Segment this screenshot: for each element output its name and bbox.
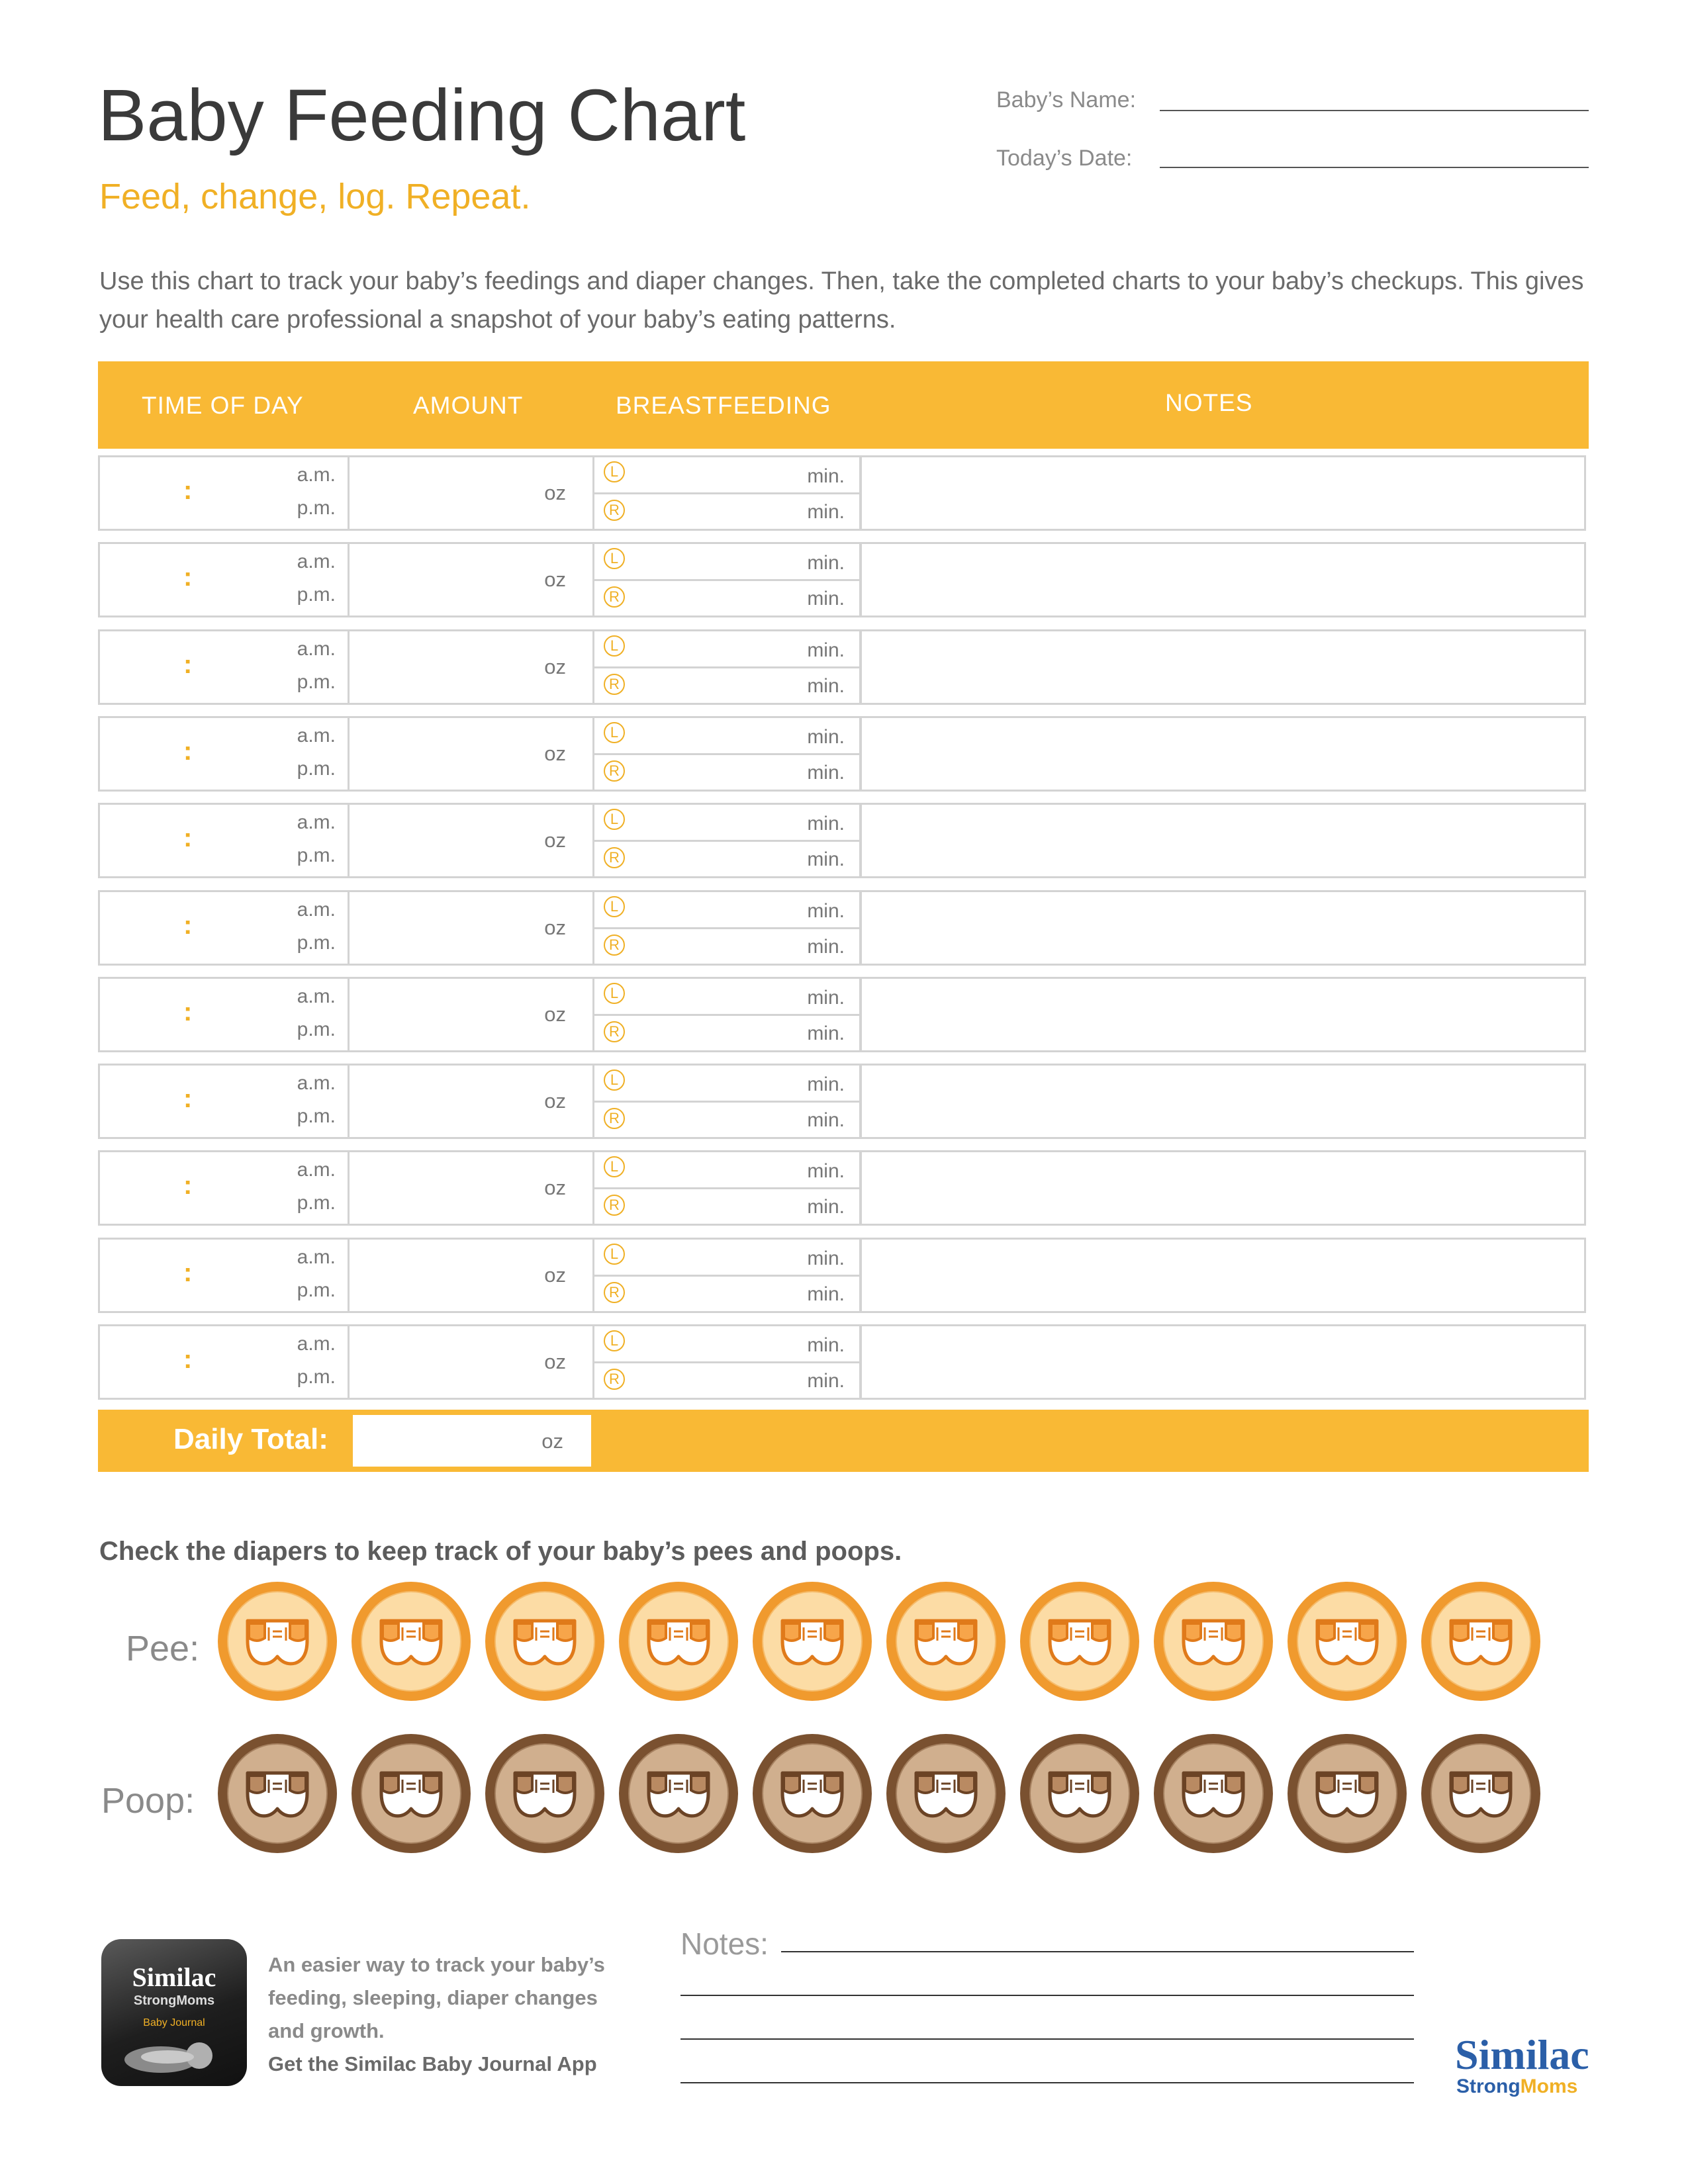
breastfeeding-cell xyxy=(594,979,862,1050)
promo-line-1: An easier way to track your baby’s xyxy=(268,1953,605,1976)
notes-cell[interactable] xyxy=(862,1152,1583,1224)
right-breast-icon: R xyxy=(604,1195,625,1216)
poop-diaper-icon[interactable] xyxy=(751,1732,874,1855)
pee-diaper-icon[interactable] xyxy=(1419,1580,1542,1703)
pee-diaper-icon[interactable] xyxy=(1286,1580,1409,1703)
poop-diaper-icon[interactable] xyxy=(1419,1732,1542,1855)
am-option[interactable]: a.m. xyxy=(297,985,336,1007)
am-option[interactable]: a.m. xyxy=(297,464,336,486)
amount-unit: oz xyxy=(544,1003,566,1026)
am-option[interactable]: a.m. xyxy=(297,551,336,572)
table-row xyxy=(98,1064,1586,1139)
pee-diaper-icon[interactable] xyxy=(1018,1580,1141,1703)
daily-total-label: Daily Total: xyxy=(173,1423,328,1455)
promo-cta[interactable]: Get the Similac Baby Journal App xyxy=(268,2052,597,2075)
pee-diaper[interactable] xyxy=(1286,1580,1409,1706)
breastfeeding-cell xyxy=(594,1326,862,1398)
amount-unit: oz xyxy=(544,1089,566,1113)
right-minutes-field[interactable]: min. xyxy=(807,848,845,870)
notes-cell[interactable] xyxy=(862,544,1583,615)
amount-cell[interactable] xyxy=(350,718,594,790)
notes-cell[interactable] xyxy=(862,1066,1583,1137)
amount-cell[interactable] xyxy=(350,1326,594,1398)
header-amount: AMOUNT xyxy=(413,392,524,419)
breastfeeding-divider xyxy=(594,1187,859,1189)
pee-diaper[interactable] xyxy=(1419,1580,1542,1706)
left-minutes-field[interactable]: min. xyxy=(807,900,845,922)
left-minutes-field[interactable]: min. xyxy=(807,639,845,661)
page-title: Baby Feeding Chart xyxy=(98,75,746,156)
right-minutes-field[interactable]: min. xyxy=(807,675,845,697)
pee-diaper[interactable] xyxy=(483,1580,606,1706)
app-icon-sub2: Baby Journal xyxy=(143,2017,205,2028)
right-breast-icon: R xyxy=(604,1021,625,1042)
app-icon[interactable] xyxy=(101,1939,247,2086)
poop-diaper[interactable] xyxy=(751,1732,874,1858)
left-minutes-field[interactable]: min. xyxy=(807,1334,845,1356)
breastfeeding-cell xyxy=(594,718,862,790)
left-breast-icon: L xyxy=(604,809,625,830)
pee-diaper[interactable] xyxy=(350,1580,473,1706)
left-breast-icon: L xyxy=(604,1330,625,1351)
pm-option[interactable]: p.m. xyxy=(297,1019,336,1040)
table-row xyxy=(98,890,1586,966)
notes-cell[interactable] xyxy=(862,718,1583,790)
right-minutes-field[interactable]: min. xyxy=(807,1370,845,1392)
breastfeeding-cell xyxy=(594,1066,862,1137)
time-colon: : xyxy=(183,1258,193,1287)
right-breast-icon: R xyxy=(604,847,625,868)
app-icon-brand: Similac xyxy=(132,1962,216,1992)
poop-diaper-icon[interactable] xyxy=(1018,1732,1141,1855)
time-cell[interactable] xyxy=(100,457,350,529)
amount-unit: oz xyxy=(544,742,566,765)
left-breast-icon: L xyxy=(604,1156,625,1177)
diaper-heading: Check the diapers to keep track of your baby’s pees and poops. xyxy=(99,1537,902,1566)
app-icon-sub: StrongMoms xyxy=(133,1993,215,2008)
left-breast-icon: L xyxy=(604,1244,625,1265)
daily-total-input[interactable] xyxy=(353,1415,591,1467)
breastfeeding-cell xyxy=(594,805,862,876)
pee-diaper-icon[interactable] xyxy=(216,1580,339,1703)
amount-cell[interactable] xyxy=(350,1066,594,1137)
pee-diaper[interactable] xyxy=(1152,1580,1275,1706)
pm-option[interactable]: p.m. xyxy=(297,1105,336,1127)
amount-cell[interactable] xyxy=(350,544,594,615)
daily-total-unit: oz xyxy=(541,1430,563,1453)
pee-diaper[interactable] xyxy=(884,1580,1008,1706)
poop-diaper-icon[interactable] xyxy=(1152,1732,1275,1855)
poop-diaper[interactable] xyxy=(483,1732,606,1858)
poop-diaper-icon[interactable] xyxy=(884,1732,1008,1855)
amount-unit: oz xyxy=(544,916,566,939)
left-breast-icon: L xyxy=(604,983,625,1004)
breastfeeding-divider xyxy=(594,927,859,929)
table-row xyxy=(98,977,1586,1052)
left-breast-icon: L xyxy=(604,1069,625,1091)
right-minutes-field[interactable]: min. xyxy=(807,1023,845,1044)
amount-cell[interactable] xyxy=(350,1152,594,1224)
time-colon: : xyxy=(183,650,193,679)
am-option[interactable]: a.m. xyxy=(297,1333,336,1355)
header-time-of-day: TIME OF DAY xyxy=(142,392,304,419)
notes-cell[interactable] xyxy=(862,805,1583,876)
notes-cell[interactable] xyxy=(862,1240,1583,1311)
logo-sub-moms: Moms xyxy=(1520,2075,1578,2097)
time-cell[interactable] xyxy=(100,892,350,964)
am-option[interactable]: a.m. xyxy=(297,725,336,747)
am-option[interactable]: a.m. xyxy=(297,1246,336,1268)
notes-cell[interactable] xyxy=(862,1326,1583,1398)
poop-diaper-icon[interactable] xyxy=(1286,1732,1409,1855)
breastfeeding-divider xyxy=(594,1014,859,1016)
time-colon: : xyxy=(183,1171,193,1200)
time-cell[interactable] xyxy=(100,1152,350,1224)
page-subtitle: Feed, change, log. Repeat. xyxy=(99,177,531,216)
table-row xyxy=(98,1150,1586,1226)
promo-line-3: and growth. xyxy=(268,2019,385,2042)
pee-diaper-icon[interactable] xyxy=(350,1580,473,1703)
table-header xyxy=(98,361,1589,449)
breastfeeding-divider xyxy=(594,1361,859,1363)
logo-sub-strong: Strong xyxy=(1456,2075,1521,2097)
table-row xyxy=(98,629,1586,705)
left-minutes-field[interactable]: min. xyxy=(807,1073,845,1095)
notes-line[interactable] xyxy=(680,2038,1414,2040)
time-colon: : xyxy=(183,823,193,852)
poop-diaper[interactable] xyxy=(1152,1732,1275,1858)
breastfeeding-divider xyxy=(594,492,859,494)
amount-unit: oz xyxy=(544,1350,566,1373)
poop-diaper[interactable] xyxy=(1286,1732,1409,1858)
similac-logo: Similac xyxy=(1455,2031,1589,2078)
time-cell[interactable] xyxy=(100,631,350,703)
pee-diaper[interactable] xyxy=(216,1580,339,1706)
right-breast-icon: R xyxy=(604,760,625,782)
left-minutes-field[interactable]: min. xyxy=(807,552,845,574)
pm-option[interactable]: p.m. xyxy=(297,1279,336,1301)
amount-unit: oz xyxy=(544,1263,566,1287)
amount-cell[interactable] xyxy=(350,805,594,876)
am-option[interactable]: a.m. xyxy=(297,638,336,660)
today-date-label: Today’s Date: xyxy=(996,146,1133,171)
time-colon: : xyxy=(183,1345,193,1374)
am-option[interactable]: a.m. xyxy=(297,811,336,833)
pee-diaper-icon[interactable] xyxy=(617,1580,740,1703)
breastfeeding-cell xyxy=(594,457,862,529)
poop-diaper[interactable] xyxy=(617,1732,740,1858)
daily-total-bar xyxy=(98,1410,1589,1472)
amount-cell[interactable] xyxy=(350,631,594,703)
pee-label: Pee: xyxy=(126,1629,200,1668)
today-date-field[interactable] xyxy=(1160,167,1589,168)
time-colon: : xyxy=(183,737,193,766)
breastfeeding-cell xyxy=(594,1240,862,1311)
time-colon: : xyxy=(183,997,193,1026)
baby-name-label: Baby’s Name: xyxy=(996,87,1137,113)
intro-text: Use this chart to track your baby’s feedings and diaper changes. Then, take the completed charts to your baby’s checkups. This gives your health care professional a snapshot of your baby’s eating patterns. xyxy=(99,267,1584,334)
am-option[interactable]: a.m. xyxy=(297,1072,336,1094)
time-colon: : xyxy=(183,563,193,592)
right-breast-icon: R xyxy=(604,1369,625,1390)
breastfeeding-cell xyxy=(594,1152,862,1224)
poop-diaper-icon[interactable] xyxy=(350,1732,473,1855)
notes-cell[interactable] xyxy=(862,631,1583,703)
strongmoms-logo xyxy=(1456,2075,1577,2098)
pm-option[interactable]: p.m. xyxy=(297,1366,336,1388)
time-cell[interactable] xyxy=(100,1326,350,1398)
pee-diaper-icon[interactable] xyxy=(1152,1580,1275,1703)
right-minutes-field[interactable]: min. xyxy=(807,1109,845,1131)
amount-unit: oz xyxy=(544,829,566,852)
pm-option[interactable]: p.m. xyxy=(297,758,336,780)
poop-diaper[interactable] xyxy=(1018,1732,1141,1858)
right-breast-icon: R xyxy=(604,500,625,521)
right-breast-icon: R xyxy=(604,586,625,608)
amount-cell[interactable] xyxy=(350,892,594,964)
amount-cell[interactable] xyxy=(350,1240,594,1311)
time-cell[interactable] xyxy=(100,1240,350,1311)
baby-photo-icon xyxy=(121,2033,227,2079)
right-minutes-field[interactable]: min. xyxy=(807,1196,845,1218)
left-breast-icon: L xyxy=(604,635,625,657)
poop-diaper-icon[interactable] xyxy=(483,1732,606,1855)
amount-unit: oz xyxy=(544,568,566,591)
time-cell[interactable] xyxy=(100,979,350,1050)
breastfeeding-divider xyxy=(594,753,859,755)
left-breast-icon: L xyxy=(604,722,625,743)
left-minutes-field[interactable]: min. xyxy=(807,726,845,748)
notes-cell[interactable] xyxy=(862,457,1583,529)
right-breast-icon: R xyxy=(604,1282,625,1303)
poop-label: Poop: xyxy=(101,1781,195,1821)
time-cell[interactable] xyxy=(100,544,350,615)
left-minutes-field[interactable]: min. xyxy=(807,1160,845,1182)
baby-name-field[interactable] xyxy=(1160,110,1589,111)
notes-cell[interactable] xyxy=(862,979,1583,1050)
breastfeeding-divider xyxy=(594,579,859,581)
right-breast-icon: R xyxy=(604,934,625,956)
right-minutes-field[interactable]: min. xyxy=(807,501,845,523)
pee-diaper[interactable] xyxy=(751,1580,874,1706)
table-row xyxy=(98,455,1586,531)
table-row xyxy=(98,716,1586,792)
amount-unit: oz xyxy=(544,481,566,504)
promo-text xyxy=(268,1948,639,2081)
pm-option[interactable]: p.m. xyxy=(297,844,336,866)
left-minutes-field[interactable]: min. xyxy=(807,987,845,1009)
pm-option[interactable]: p.m. xyxy=(297,1192,336,1214)
pee-diaper[interactable] xyxy=(617,1580,740,1706)
time-cell[interactable] xyxy=(100,1066,350,1137)
right-minutes-field[interactable]: min. xyxy=(807,1283,845,1305)
pee-diaper-icon[interactable] xyxy=(884,1580,1008,1703)
poop-diaper[interactable] xyxy=(1419,1732,1542,1858)
time-colon: : xyxy=(183,1084,193,1113)
poop-diaper[interactable] xyxy=(216,1732,339,1858)
time-cell[interactable] xyxy=(100,718,350,790)
table-row xyxy=(98,542,1586,617)
left-minutes-field[interactable]: min. xyxy=(807,813,845,835)
pee-diaper[interactable] xyxy=(1018,1580,1141,1706)
pm-option[interactable]: p.m. xyxy=(297,584,336,606)
pee-diaper-icon[interactable] xyxy=(483,1580,606,1703)
table-row xyxy=(98,803,1586,878)
amount-unit: oz xyxy=(544,655,566,678)
header-notes: NOTES xyxy=(1165,389,1253,416)
breastfeeding-cell xyxy=(594,892,862,964)
promo-line-2: feeding, sleeping, diaper changes xyxy=(268,1986,598,2009)
breastfeeding-cell xyxy=(594,631,862,703)
breastfeeding-cell xyxy=(594,544,862,615)
time-colon: : xyxy=(183,476,193,505)
breastfeeding-divider xyxy=(594,1275,859,1277)
amount-cell[interactable] xyxy=(350,979,594,1050)
time-colon: : xyxy=(183,911,193,940)
breastfeeding-divider xyxy=(594,1101,859,1103)
notes-line[interactable] xyxy=(680,1995,1414,1996)
pm-option[interactable]: p.m. xyxy=(297,932,336,954)
poop-diaper[interactable] xyxy=(884,1732,1008,1858)
am-option[interactable]: a.m. xyxy=(297,899,336,921)
amount-cell[interactable] xyxy=(350,457,594,529)
poop-diaper-icon[interactable] xyxy=(617,1732,740,1855)
right-minutes-field[interactable]: min. xyxy=(807,588,845,610)
right-minutes-field[interactable]: min. xyxy=(807,936,845,958)
pee-diaper-icon[interactable] xyxy=(751,1580,874,1703)
pm-option[interactable]: p.m. xyxy=(297,497,336,519)
amount-unit: oz xyxy=(544,1176,566,1199)
left-minutes-field[interactable]: min. xyxy=(807,1248,845,1269)
left-minutes-field[interactable]: min. xyxy=(807,465,845,487)
left-breast-icon: L xyxy=(604,461,625,482)
poop-diaper-icon[interactable] xyxy=(216,1732,339,1855)
time-cell[interactable] xyxy=(100,805,350,876)
right-minutes-field[interactable]: min. xyxy=(807,762,845,784)
pm-option[interactable]: p.m. xyxy=(297,671,336,693)
left-breast-icon: L xyxy=(604,548,625,569)
am-option[interactable]: a.m. xyxy=(297,1159,336,1181)
notes-cell[interactable] xyxy=(862,892,1583,964)
breastfeeding-divider xyxy=(594,840,859,842)
poop-diaper[interactable] xyxy=(350,1732,473,1858)
right-breast-icon: R xyxy=(604,1108,625,1129)
notes-label: Notes: xyxy=(680,1927,769,1961)
table-row xyxy=(98,1324,1586,1400)
header-breastfeeding: BREASTFEEDING xyxy=(616,392,831,419)
notes-line[interactable] xyxy=(680,2082,1414,2083)
right-breast-icon: R xyxy=(604,674,625,695)
notes-line[interactable] xyxy=(781,1951,1414,1952)
left-breast-icon: L xyxy=(604,896,625,917)
breastfeeding-divider xyxy=(594,666,859,668)
table-row xyxy=(98,1238,1586,1313)
